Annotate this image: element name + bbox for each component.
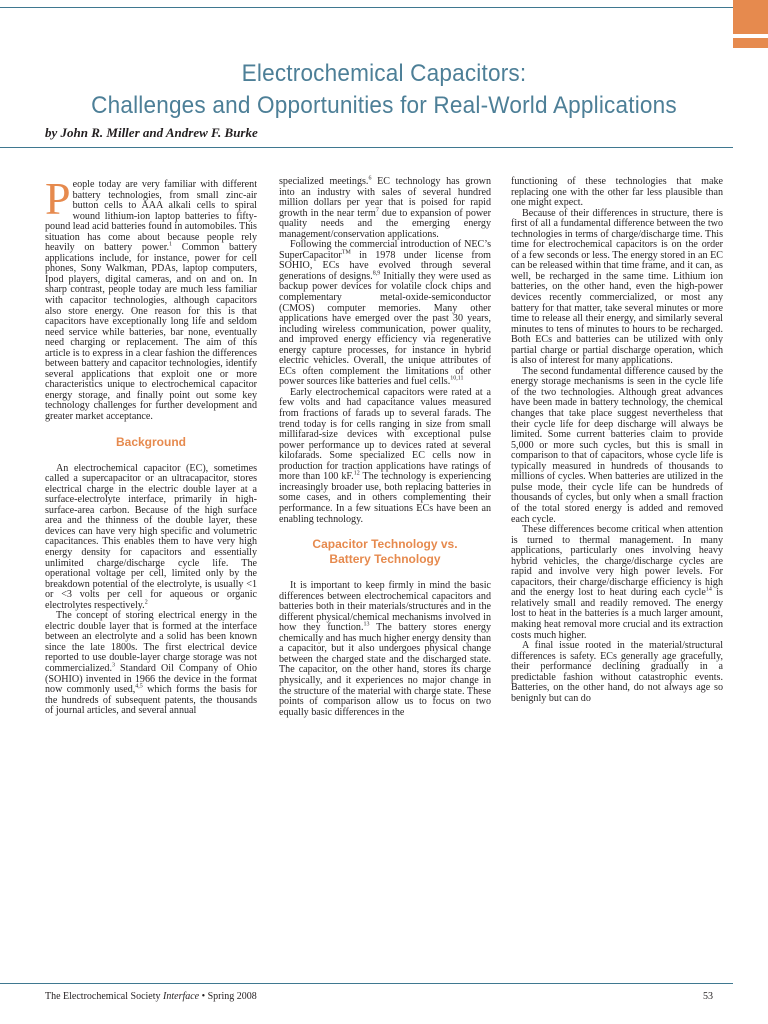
- column-1: [45, 173, 257, 717]
- section-heading-background: Background: [115, 434, 186, 449]
- paragraph: specialized meetings.$^6$ EC technology has grown into an industry with sales of several hundred million dollars per year that is poised for rapid growth in the near term$^7$ due to expansion of power quality needs and the emerging energy management/conservation applications.: [279, 175, 492, 240]
- title-rule: [0, 147, 733, 148]
- paragraph: These differences become critical when attention is turned to thermal management. In many applications, particularly ones involving heavy hybrid vehicles, the charge/discharge cycles are rapid and involve very high power levels. For capacitors, their charge/discharge efficiency is high and the energy lost to heat during each cycle$^{14}$ is relatively small and readily removed. The energy lost to heat in the batteries is a much larger amount, making heat removal more crucial and its extraction costs much higher.: [511, 524, 723, 641]
- paragraph: It is important to keep firmly in mind the basic differences between electrochemical capacitors and batteries both in their materials/structures and in the different physical/chemical mechanisms involved in how they function.$^{13}$ The battery stores energy chemically and has much higher energy density than a capacitor, but it also undergoes physical change between the charged state and the discharged state. The capacitor, on the other hand, stores its charge physically, and it experiences no major change in the structure of the material with charge state. These points of comparison allow us to focus on two equally basic differences in the: [279, 580, 491, 718]
- article-title-line2: Challenges and Opportunities for Real-World Applications: [91, 92, 677, 120]
- paragraph: A final issue rooted in the material/structural differences is safety. ECs generally age gracefully, their performance declining gradually in a predictable fashion without catastrophic events. Batteries, on the other hand, do not always age so benignly but can do: [511, 640, 723, 704]
- column-3: [511, 177, 723, 704]
- paragraph: functioning of these technologies that make replacing one with the other far less plausible than one might expect.: [511, 176, 723, 209]
- top-rule: [0, 7, 733, 8]
- paragraph: The concept of storing electrical energy in the electric double layer that is formed at the interface between an electrolyte and a solid has been known since the late 1800s. The first electrical device reported to use double-layer charge storage was not commercialized.$^3$ Standard Oil Company of Ohio (SOHIO) invented in 1966 the device in the format now commonly used,$^{4,5}$ which forms the basis for the hundreds of subsequent patents, the thousands of journal articles, and several annual: [45, 610, 257, 717]
- paragraph: People today are very familiar with different battery technologies, from small zinc-air button cells to AAA alkali cells to spiral wound lithium-ion laptop batteries to fifty-pound lead acid batteries found in automobiles. This situation has come about because people rely heavily on battery power.$^1$ Common battery applications include, for instance, power for cell phones, Sony Walkman, PDAs, laptop computers, Ipod players, digital cameras, and on and on. In sharp contrast, people today are much less familiar with capacitor technologies, although capacitors also store energy. One reason for this is that capacitors have exceptionally long life and seldom need service while batteries, bar none, eventually need charging or replacement. The aim of this article is to express in a clear fashion the differences between battery and capacitor technologies, identify several applications that exploit one or more characteristics unique to electrochemical capacitor energy storage, and finally point out some key technology challenges for further development and greater market acceptance.: [45, 173, 257, 423]
- paragraph: Because of their differences in structure, there is first of all a fundamental difference between the two technologies in terms of charge/discharge time. This time for electrochemical capacitors is on the order of a few seconds or less. The energy stored in an EC can be released within that time frame, and it can, as well, be recharged in the same time. Lithium ion batteries, on the other hand, even the high-power devices recently commercialized, or most any battery for that matter, take several minutes or more time to release all their energy, and similarly several minutes to tens of minutes to hours to be recharged. Both ECs and batteries can be utilized with only partial charge or partial discharge operation, which is also of interest for many applications.: [511, 207, 723, 367]
- corner-tab: [733, 0, 768, 34]
- article-title-line1: Electrochemical Capacitors:: [241, 60, 527, 88]
- paragraph: Early electrochemical capacitors were rated at a few volts and had capacitance values measured from fractions of farads up to several farads. The trend today is for cells ranging in size from small millifarad-size devices with exceptional pulse power performance up to devices rated at several kilofarads. Some specialized EC cells now in production for traction applications have ratings of more than 100 kF.$^{12}$ The technology is experiencing increasingly broader use, both replacing batteries in some cases, and in others complementing their performance. In a few situations ECs have been an enabling technology.: [279, 386, 491, 525]
- footer-journal: The Electrochemical Society Interface • Spring 2008: [45, 991, 257, 1002]
- drop-cap: P: [45, 173, 71, 224]
- footer-rule: [0, 983, 733, 984]
- byline: by John R. Miller and Andrew F. Burke: [45, 125, 258, 140]
- column-2: [279, 177, 491, 718]
- paragraph: The second fundamental difference caused by the energy storage mechanisms is seen in the cycle life of the two technologies. Although great advances have been made in battery technology, the chemical changes that take place suggest nevertheless that their cycle life for deep discharge will always be limited. Some current batteries claim to provide 5,000 or more such cycles, but this is small in comparison to that of capacitors, whose cycle life is typically measured in hundreds of thousands to millions of cycles. When batteries are utilized in the pulse mode, their cycle life can be hundreds of thousands of cycles, but only when a small fraction of the total stored energy is added and removed each cycle.: [511, 365, 723, 525]
- corner-tab-lower: [733, 38, 768, 48]
- page-number: 53: [703, 991, 713, 1002]
- paragraph: Following the commercial introduction of NEC’s SuperCapacitor™ in 1978 under license from SOHIO, ECs have evolved through several generations of designs.$^{8,9}$ Initially they were used as backup power devices for volatile clock chips and complementary metal-oxide-semiconductor (CMOS) computer memories. Many other applications have emerged over the past 30 years, including wireless communication, power quality, and improved energy efficiency via regenerative energy capture processes, for instance in hybrid electric vehicles. Overall, the unique attributes of ECs often complement the limitations of other power sources like batteries and fuel cells.$^{10,11}$: [279, 239, 491, 388]
- paragraph: An electrochemical capacitor (EC), sometimes called a supercapacitor or an ultracapacitor, stores electrical charge in the electric double layer at a surface-electrolyte interface, primarily in high-surface-area carbon. Because of the high surface area and the thinness of the double layer, these devices can have very high specific and volumetric capacitances. This enables them to have very high energy density for capacitors and essentially unlimited charge/discharge cycle life. The operational voltage per cell, limited only by the breakdown potential of the electrolyte, is usually <1 or <3 volts per cell for aqueous or organic electrolytes respectively.$^2$: [45, 462, 257, 611]
- section-heading-capacitor-technology: Capacitor Technology vs. Battery Technology: [312, 537, 458, 567]
